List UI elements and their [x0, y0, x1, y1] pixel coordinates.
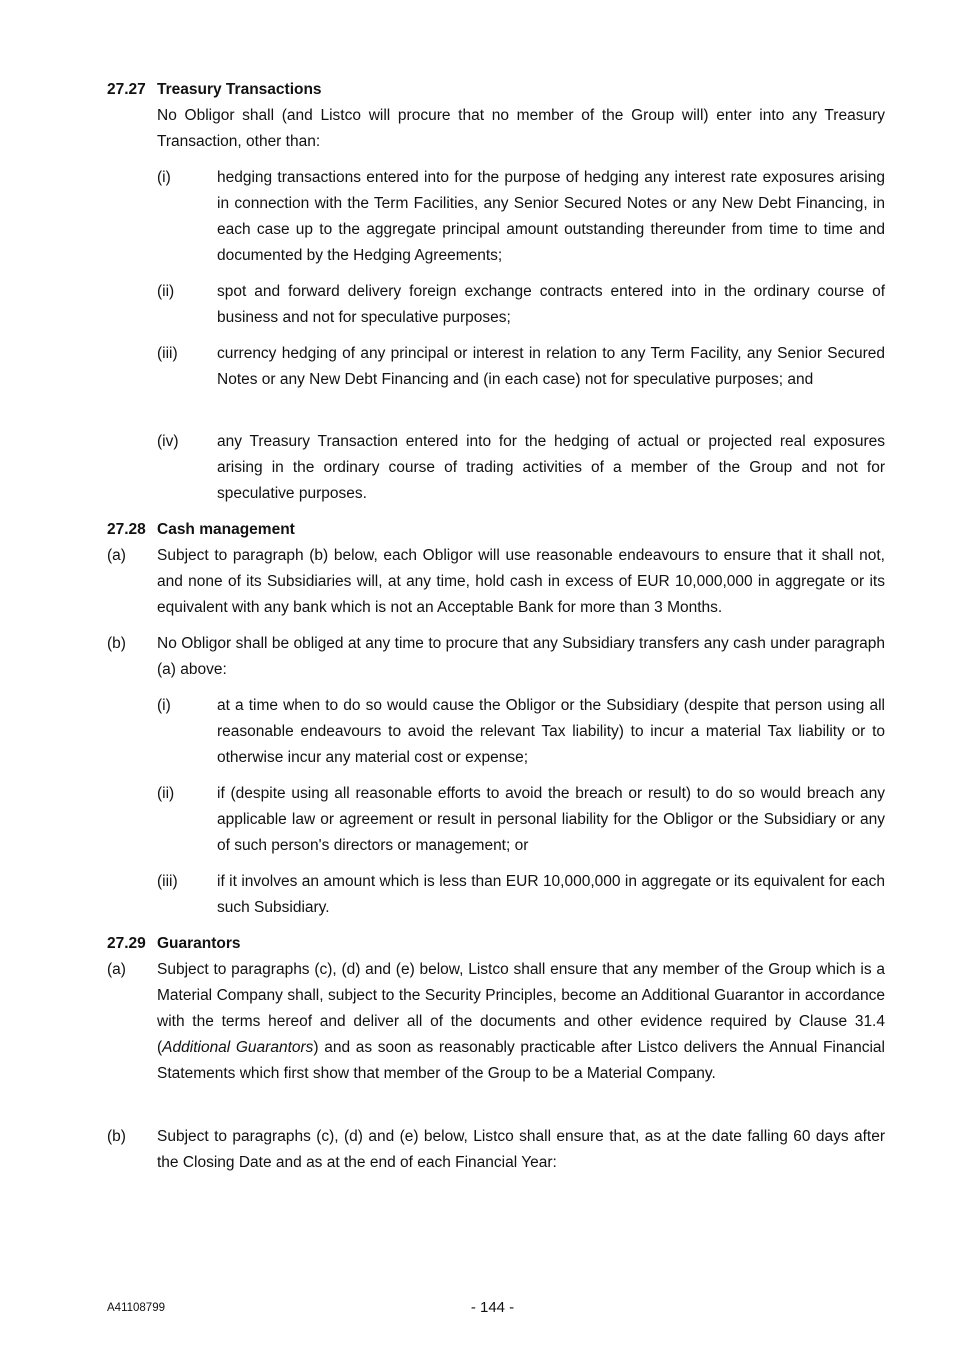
section-title: Guarantors — [157, 935, 241, 952]
paragraph-text: Subject to paragraph (b) below, each Obligor will use reasonable endeavours to ensure that it shall not, and none of its Subsidiaries will, at any time, hold cash in excess of EUR 10,000,000 in aggregate or its equivalent with any bank which is not an Acceptable Bank for more than 3 Months. — [157, 547, 885, 616]
list-item-text: at a time when to do so would cause the Obligor or the Subsidiary (despite that person using all reasonable endeavours to avoid the relevant Tax liability) to incur a material Tax liability or to otherwise incur any material cost or expense; — [217, 697, 885, 766]
list-item-label: (ii) — [157, 785, 175, 802]
section-heading-27-27 — [107, 77, 322, 103]
list-item-text: if (despite using all reasonable efforts to avoid the breach or result) to do so would breach any applicable law or agreement or result in personal liability for the Obligor or the Subsidiary or any of such person's directors or management; or — [217, 785, 885, 854]
section-title: Treasury Transactions — [157, 81, 322, 98]
list-item-label: (i) — [157, 169, 171, 186]
list-item-label: (iii) — [157, 345, 178, 362]
paragraph-text: No Obligor shall be obliged at any time to procure that any Subsidiary transfers any cash under paragraph (a) above: — [157, 635, 885, 678]
list-item-text: hedging transactions entered into for the purpose of hedging any interest rate exposures arising in connection with the Term Facilities, any Senior Secured Notes or any New Debt Financing, in each case up to the aggregate principal amount outstanding thereunder from time to time and documented by the Hedging Agreements; — [217, 169, 885, 264]
paragraph-text: Subject to paragraphs (c), (d) and (e) below, Listco shall ensure that any member of the Group which is a Material Company shall, subject to the Security Principles, become an Additional Guarantor in accordance with the terms hereof and deliver all of the documents and other evidence required by Clause 31.4 (Additional Guarantors) and as soon as reasonably practicable after Listco delivers the Annual Financial Statements which first show that member of the Group to be a Material Company. — [157, 961, 885, 1082]
list-item-text: any Treasury Transaction entered into for the hedging of actual or projected real exposures arising in the ordinary course of trading activities of a member of the Group and not for speculative purposes. — [217, 433, 885, 502]
list-item-text: if it involves an amount which is less than EUR 10,000,000 in aggregate or its equivalent for each such Subsidiary. — [217, 873, 885, 916]
section-number: 27.29 — [107, 935, 146, 952]
paragraph-text: Subject to paragraphs (c), (d) and (e) below, Listco shall ensure that, as at the date falling 60 days after the Closing Date and as at the end of each Financial Year: — [157, 1128, 885, 1171]
list-item-label: (iii) — [157, 873, 178, 890]
page-number: - 144 - — [470, 1299, 515, 1316]
document-reference: A41108799 — [107, 1302, 165, 1314]
section-heading-27-28 — [107, 517, 295, 543]
section-intro: No Obligor shall (and Listco will procure that no member of the Group will) enter into any Treasury Transaction, other than: — [157, 107, 885, 150]
section-heading-27-29 — [107, 931, 241, 957]
paragraph-label: (b) — [107, 635, 126, 652]
paragraph-label: (a) — [107, 547, 126, 564]
clause-reference: Additional Guarantors — [162, 1039, 314, 1056]
list-item-label: (i) — [157, 697, 171, 714]
section-number: 27.28 — [107, 521, 146, 538]
paragraph-label: (a) — [107, 961, 126, 978]
section-title: Cash management — [157, 521, 295, 538]
section-number: 27.27 — [107, 81, 146, 98]
list-item-text: currency hedging of any principal or interest in relation to any Term Facility, any Senior Secured Notes or any New Debt Financing and (in each case) not for speculative purposes; and — [217, 345, 885, 388]
paragraph-label: (b) — [107, 1128, 126, 1145]
list-item-label: (iv) — [157, 433, 179, 450]
list-item-label: (ii) — [157, 283, 175, 300]
list-item-text: spot and forward delivery foreign exchange contracts entered into in the ordinary course of business and not for speculative purposes; — [217, 283, 885, 326]
